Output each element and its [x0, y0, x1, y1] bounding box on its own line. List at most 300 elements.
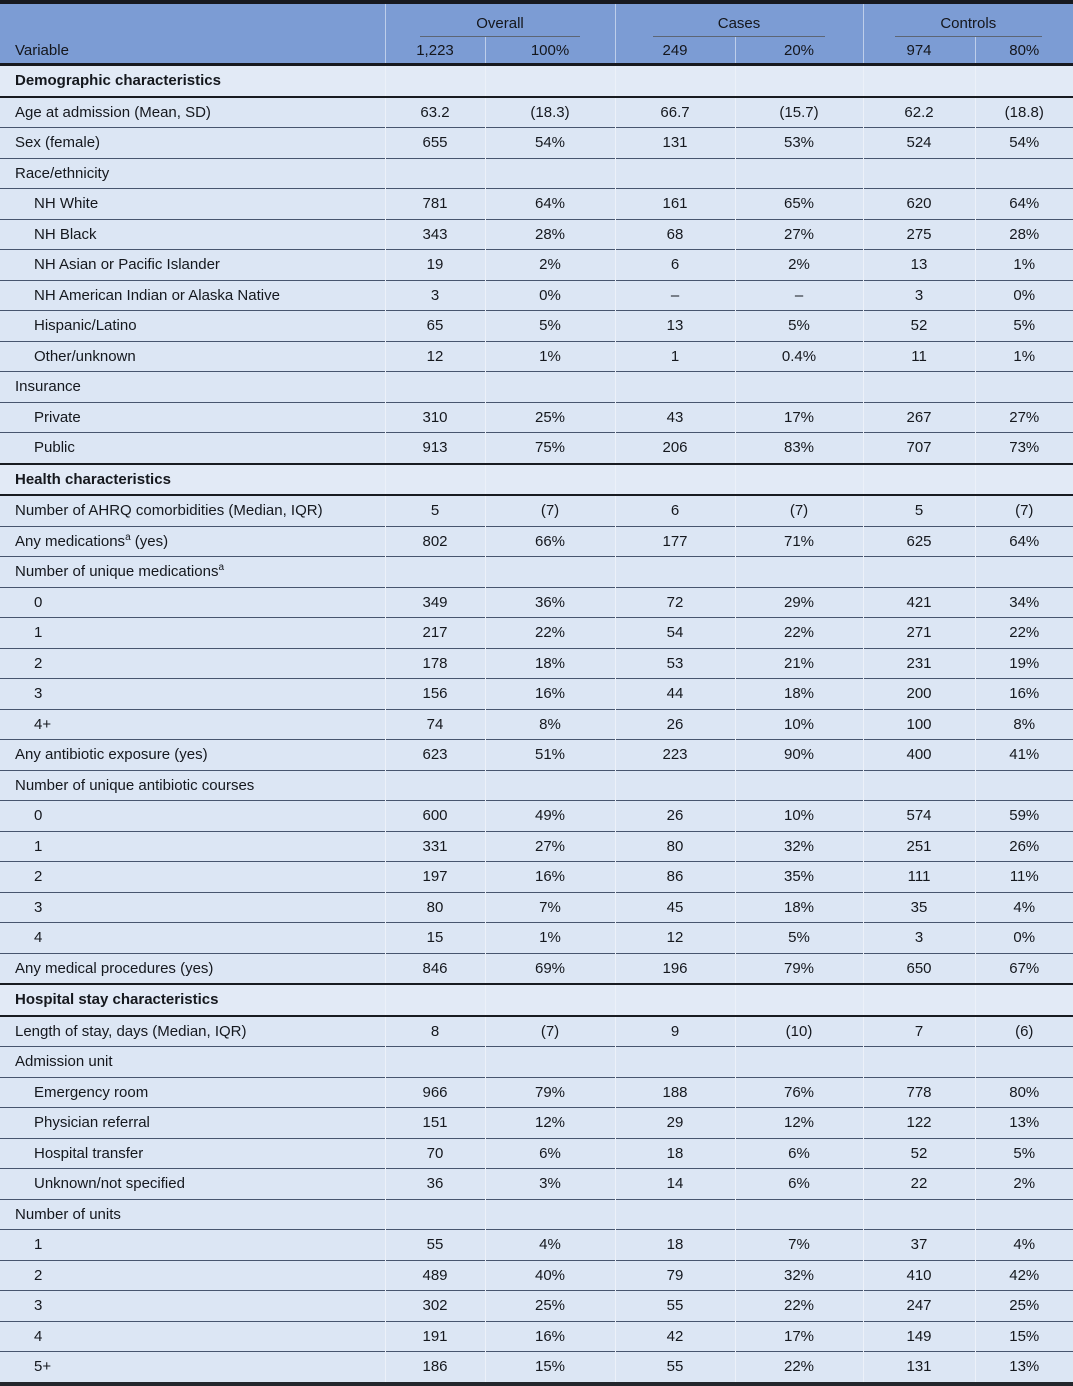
table-row [0, 1016, 1073, 1047]
row-label: Unknown/not specified [0, 1169, 385, 1200]
cell-value: 343 [385, 219, 485, 250]
cell-value [863, 372, 975, 403]
cell-value [485, 1199, 615, 1230]
cell-value [975, 1199, 1073, 1230]
cell-value: (10) [735, 1016, 863, 1047]
row-label: 1 [0, 1230, 385, 1261]
section-row [0, 984, 1073, 1016]
cell-value: 2% [735, 250, 863, 281]
row-label: Any medical procedures (yes) [0, 953, 385, 984]
cell-value: 3 [863, 280, 975, 311]
column-header-row [0, 37, 1073, 65]
cell-value: 3 [863, 923, 975, 954]
cell-value: 34% [975, 587, 1073, 618]
cell-value: 650 [863, 953, 975, 984]
table-row [0, 402, 1073, 433]
row-label: Emergency room [0, 1077, 385, 1108]
cell-value: 489 [385, 1260, 485, 1291]
table-row [0, 862, 1073, 893]
table-row [0, 740, 1073, 771]
cell-value: 0% [975, 923, 1073, 954]
cell-value [975, 557, 1073, 588]
cell-value: 55 [615, 1291, 735, 1322]
cell-value: 27% [735, 219, 863, 250]
table-row [0, 1108, 1073, 1139]
cell-value: 0% [975, 280, 1073, 311]
row-label: 3 [0, 1291, 385, 1322]
cell-value: 9 [615, 1016, 735, 1047]
cell-value: 310 [385, 402, 485, 433]
cell-value: (7) [485, 495, 615, 526]
cell-value: 410 [863, 1260, 975, 1291]
cell-value: 49% [485, 801, 615, 832]
cell-value: 16% [485, 679, 615, 710]
cell-value: 966 [385, 1077, 485, 1108]
cell-value: 156 [385, 679, 485, 710]
cell-value: 80 [615, 831, 735, 862]
cell-value: 64% [975, 526, 1073, 557]
cell-value: 11% [975, 862, 1073, 893]
cell-value: 2% [485, 250, 615, 281]
cell-value [485, 158, 615, 189]
cell-value [485, 770, 615, 801]
row-label: 2 [0, 1260, 385, 1291]
cell-value: 18% [735, 892, 863, 923]
row-label: 4+ [0, 709, 385, 740]
cell-value: 8% [485, 709, 615, 740]
table-row [0, 1047, 1073, 1078]
cell-value [863, 557, 975, 588]
table-row [0, 280, 1073, 311]
cell-value: 65% [735, 189, 863, 220]
empty-cell [863, 984, 975, 1016]
cell-value [385, 770, 485, 801]
cell-value: 13 [863, 250, 975, 281]
cell-value: 22 [863, 1169, 975, 1200]
table-row [0, 923, 1073, 954]
empty-cell [735, 464, 863, 496]
cell-value: 302 [385, 1291, 485, 1322]
cell-value: 41% [975, 740, 1073, 771]
cell-value: 186 [385, 1352, 485, 1384]
cell-value: 5% [485, 311, 615, 342]
row-label: Sex (female) [0, 128, 385, 159]
cell-value: 3 [385, 280, 485, 311]
cell-value [863, 158, 975, 189]
cell-value: 55 [385, 1230, 485, 1261]
empty-cell [615, 464, 735, 496]
corner-cell [0, 2, 385, 37]
cell-value [615, 557, 735, 588]
cell-value: 17% [735, 1321, 863, 1352]
cell-value: 200 [863, 679, 975, 710]
row-label: Number of units [0, 1199, 385, 1230]
table-row [0, 1260, 1073, 1291]
table-row [0, 495, 1073, 526]
row-label: 5+ [0, 1352, 385, 1384]
row-label: NH American Indian or Alaska Native [0, 280, 385, 311]
cell-value [863, 1047, 975, 1078]
section-label: Demographic characteristics [0, 65, 385, 97]
cell-value: 2% [975, 1169, 1073, 1200]
cell-value [385, 372, 485, 403]
cell-value: (7) [975, 495, 1073, 526]
cell-value: 8% [975, 709, 1073, 740]
row-label: Age at admission (Mean, SD) [0, 97, 385, 128]
empty-cell [385, 984, 485, 1016]
cell-value: (18.8) [975, 97, 1073, 128]
table-row [0, 1230, 1073, 1261]
empty-cell [615, 65, 735, 97]
row-label: 2 [0, 648, 385, 679]
cell-value: 79% [735, 953, 863, 984]
row-label: Physician referral [0, 1108, 385, 1139]
cell-value: 22% [735, 1291, 863, 1322]
group-label: Cases [717, 15, 761, 32]
cell-value: 35 [863, 892, 975, 923]
cell-value: 196 [615, 953, 735, 984]
cell-value: 45 [615, 892, 735, 923]
cell-value: 22% [485, 618, 615, 649]
table-row [0, 311, 1073, 342]
cell-value: 7% [735, 1230, 863, 1261]
empty-cell [485, 464, 615, 496]
cell-value: 53% [735, 128, 863, 159]
overall-pct-header: 100% [485, 37, 615, 65]
cell-value: 80% [975, 1077, 1073, 1108]
cell-value: 349 [385, 587, 485, 618]
table-row [0, 618, 1073, 649]
cell-value: 913 [385, 433, 485, 464]
empty-cell [385, 65, 485, 97]
cell-value: 13 [615, 311, 735, 342]
cell-value: 86 [615, 862, 735, 893]
empty-cell [863, 65, 975, 97]
cell-value: 600 [385, 801, 485, 832]
empty-cell [975, 464, 1073, 496]
cell-value: 63.2 [385, 97, 485, 128]
cell-value: 574 [863, 801, 975, 832]
cell-value [735, 557, 863, 588]
cell-value: 1% [485, 341, 615, 372]
cell-value: 620 [863, 189, 975, 220]
table-row [0, 557, 1073, 588]
table-row [0, 953, 1073, 984]
cell-value: 6% [735, 1169, 863, 1200]
table-row [0, 526, 1073, 557]
cell-value: 36% [485, 587, 615, 618]
cell-value: 67% [975, 953, 1073, 984]
cell-value: 65 [385, 311, 485, 342]
cell-value: 16% [975, 679, 1073, 710]
cell-value: 4% [975, 892, 1073, 923]
footnote-marker: a [125, 531, 131, 543]
row-label: Hospital transfer [0, 1138, 385, 1169]
cell-value: 6% [485, 1138, 615, 1169]
empty-cell [385, 464, 485, 496]
cell-value [615, 770, 735, 801]
cell-value: 70 [385, 1138, 485, 1169]
cell-value: (15.7) [735, 97, 863, 128]
group-header-overall [385, 2, 615, 37]
cell-value: 22% [735, 1352, 863, 1384]
cell-value: 22% [735, 618, 863, 649]
table-row [0, 801, 1073, 832]
group-header-controls [863, 2, 1073, 37]
table-row [0, 831, 1073, 862]
cell-value: 75% [485, 433, 615, 464]
cell-value: 15% [975, 1321, 1073, 1352]
footnote-marker: a [218, 562, 225, 574]
cell-value [735, 372, 863, 403]
row-label: NH Black [0, 219, 385, 250]
table-header [0, 2, 1073, 65]
cell-value [615, 1047, 735, 1078]
cell-value: 12% [485, 1108, 615, 1139]
cell-value [385, 1199, 485, 1230]
cell-value: 846 [385, 953, 485, 984]
cell-value: 802 [385, 526, 485, 557]
empty-cell [735, 65, 863, 97]
group-header-row [0, 2, 1073, 37]
cell-value: 62.2 [863, 97, 975, 128]
cell-value: 18% [485, 648, 615, 679]
cell-value: 623 [385, 740, 485, 771]
cell-value [385, 557, 485, 588]
row-label: Private [0, 402, 385, 433]
cell-value: 12 [615, 923, 735, 954]
cell-value: 27% [485, 831, 615, 862]
table-row [0, 770, 1073, 801]
cell-value: 10% [735, 801, 863, 832]
cell-value: 66.7 [615, 97, 735, 128]
cell-value: 8 [385, 1016, 485, 1047]
cell-value: 28% [975, 219, 1073, 250]
cell-value [863, 770, 975, 801]
cell-value: 26 [615, 801, 735, 832]
cell-value: 655 [385, 128, 485, 159]
table-row [0, 189, 1073, 220]
cell-value: 36 [385, 1169, 485, 1200]
cell-value: 6 [615, 250, 735, 281]
row-label: 0 [0, 587, 385, 618]
cell-value [385, 158, 485, 189]
cell-value: 5% [735, 923, 863, 954]
row-label: Number of unique antibiotic courses [0, 770, 385, 801]
cell-value: 11 [863, 341, 975, 372]
cell-value: 247 [863, 1291, 975, 1322]
cell-value: 42% [975, 1260, 1073, 1291]
group-label: Overall [476, 15, 524, 32]
row-label: 4 [0, 1321, 385, 1352]
cell-value [735, 158, 863, 189]
row-label: Race/ethnicity [0, 158, 385, 189]
cell-value: 12% [735, 1108, 863, 1139]
cell-value: 19 [385, 250, 485, 281]
cell-value: 66% [485, 526, 615, 557]
cell-value: 18 [615, 1138, 735, 1169]
cell-value: 5 [863, 495, 975, 526]
cell-value: 7% [485, 892, 615, 923]
row-label: Other/unknown [0, 341, 385, 372]
row-label: Insurance [0, 372, 385, 403]
table-row [0, 1352, 1073, 1384]
table-row [0, 1077, 1073, 1108]
cell-value: 18 [615, 1230, 735, 1261]
cases-n-header: 249 [615, 37, 735, 65]
cell-value: 29% [735, 587, 863, 618]
table-row [0, 587, 1073, 618]
cell-value [735, 1047, 863, 1078]
cell-value: 197 [385, 862, 485, 893]
group-header-cases [615, 2, 863, 37]
cell-value: 13% [975, 1108, 1073, 1139]
cell-value: 18% [735, 679, 863, 710]
cell-value: (18.3) [485, 97, 615, 128]
cell-value: 421 [863, 587, 975, 618]
cell-value: (7) [735, 495, 863, 526]
cell-value: 275 [863, 219, 975, 250]
cell-value: 16% [485, 1321, 615, 1352]
table-row [0, 1138, 1073, 1169]
cell-value: 231 [863, 648, 975, 679]
table-row [0, 158, 1073, 189]
row-label: 1 [0, 831, 385, 862]
cases-pct-header: 20% [735, 37, 863, 65]
row-label: NH White [0, 189, 385, 220]
cell-value: 69% [485, 953, 615, 984]
cell-value [615, 158, 735, 189]
cell-value: 781 [385, 189, 485, 220]
cell-value: 267 [863, 402, 975, 433]
overall-n-header: 1,223 [385, 37, 485, 65]
table-row [0, 128, 1073, 159]
cell-value [975, 770, 1073, 801]
cell-value: 0% [485, 280, 615, 311]
cell-value: 271 [863, 618, 975, 649]
cell-value: 217 [385, 618, 485, 649]
row-label: 0 [0, 801, 385, 832]
table-row [0, 219, 1073, 250]
cell-value: 13% [975, 1352, 1073, 1384]
cell-value: 223 [615, 740, 735, 771]
cell-value: 6% [735, 1138, 863, 1169]
empty-cell [975, 984, 1073, 1016]
cell-value: 32% [735, 1260, 863, 1291]
cell-value: 151 [385, 1108, 485, 1139]
cell-value: 43 [615, 402, 735, 433]
row-label: 2 [0, 862, 385, 893]
row-label: NH Asian or Pacific Islander [0, 250, 385, 281]
table-row [0, 648, 1073, 679]
table-row [0, 250, 1073, 281]
table-row [0, 892, 1073, 923]
cell-value [615, 1199, 735, 1230]
cell-value: 79 [615, 1260, 735, 1291]
cell-value: 5 [385, 495, 485, 526]
section-row [0, 65, 1073, 97]
row-label: Public [0, 433, 385, 464]
row-label: Any antibiotic exposure (yes) [0, 740, 385, 771]
cell-value: 191 [385, 1321, 485, 1352]
cell-value: 68 [615, 219, 735, 250]
cell-value: 131 [863, 1352, 975, 1384]
cell-value: 111 [863, 862, 975, 893]
cell-value: 178 [385, 648, 485, 679]
row-label: Admission unit [0, 1047, 385, 1078]
cell-value: 707 [863, 433, 975, 464]
cell-value [975, 372, 1073, 403]
cell-value: 4% [485, 1230, 615, 1261]
cell-value: 331 [385, 831, 485, 862]
cell-value: 55 [615, 1352, 735, 1384]
cell-value: 14 [615, 1169, 735, 1200]
cell-value: 40% [485, 1260, 615, 1291]
cell-value: 12 [385, 341, 485, 372]
cell-value: 72 [615, 587, 735, 618]
table-row [0, 1321, 1073, 1352]
cell-value: 1 [615, 341, 735, 372]
cell-value: 5% [735, 311, 863, 342]
cell-value: 1% [975, 250, 1073, 281]
cell-value: 5% [975, 1138, 1073, 1169]
cell-value: (6) [975, 1016, 1073, 1047]
empty-cell [863, 464, 975, 496]
table-body [0, 65, 1073, 1384]
cell-value: 15 [385, 923, 485, 954]
cell-value: 64% [975, 189, 1073, 220]
variable-column-header: Variable [0, 37, 385, 65]
controls-n-header: 974 [863, 37, 975, 65]
cell-value: 90% [735, 740, 863, 771]
cell-value: 25% [975, 1291, 1073, 1322]
table-row [0, 341, 1073, 372]
cell-value: 5% [975, 311, 1073, 342]
cell-value: 3% [485, 1169, 615, 1200]
cell-value: 7 [863, 1016, 975, 1047]
cell-value: 16% [485, 862, 615, 893]
cell-value [485, 557, 615, 588]
cell-value: 27% [975, 402, 1073, 433]
cell-value: 54% [485, 128, 615, 159]
cell-value: 26% [975, 831, 1073, 862]
cell-value: 251 [863, 831, 975, 862]
section-row [0, 464, 1073, 496]
row-label: 4 [0, 923, 385, 954]
cell-value: 21% [735, 648, 863, 679]
cell-value [485, 1047, 615, 1078]
cell-value: 177 [615, 526, 735, 557]
cell-value: 28% [485, 219, 615, 250]
empty-cell [975, 65, 1073, 97]
cell-value: 206 [615, 433, 735, 464]
cell-value: 25% [485, 1291, 615, 1322]
cell-value: 10% [735, 709, 863, 740]
cell-value: 524 [863, 128, 975, 159]
table-row [0, 1199, 1073, 1230]
cell-value [975, 158, 1073, 189]
cell-value: 44 [615, 679, 735, 710]
cell-value: 131 [615, 128, 735, 159]
table-row [0, 679, 1073, 710]
cell-value: 83% [735, 433, 863, 464]
cell-value: 1% [485, 923, 615, 954]
cell-value: 4% [975, 1230, 1073, 1261]
table-row [0, 1291, 1073, 1322]
cell-value: 778 [863, 1077, 975, 1108]
cell-value: 19% [975, 648, 1073, 679]
cell-value: 51% [485, 740, 615, 771]
